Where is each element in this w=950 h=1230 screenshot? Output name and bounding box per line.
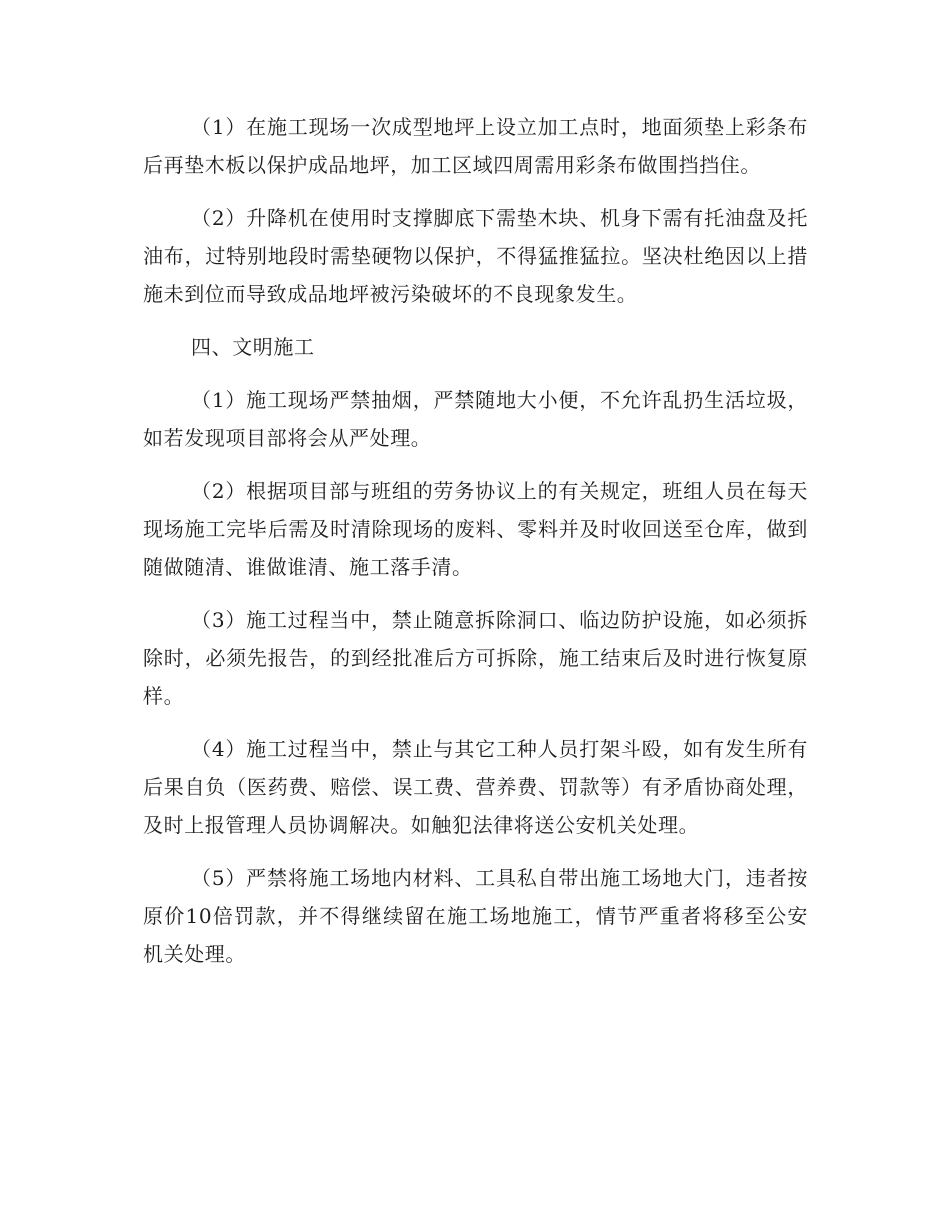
section-heading-civilized-construction: 四、文明施工 [191,335,315,359]
document-page [143,108,808,988]
civilized-item-5: （5）严禁将施工场地内材料、工具私自带出施工场地大门，违者按原价10倍罚款，并不得继续留在施工场地施工，情节严重者将移至公安机关处理。 [143,866,808,966]
civilized-item-1: （1）施工现场严禁抽烟，严禁随地大小便，不允许乱扔生活垃圾，如若发现项目部将会从严处理。 [143,388,808,450]
civilized-item-4: （4）施工过程当中，禁止与其它工种人员打架斗殴，如有发生所有后果自负（医药费、赔偿、误工费、营养费、罚款等）有矛盾协商处理，及时上报管理人员协调解决。如触犯法律将送公安机关处理。 [143,737,808,837]
civilized-item-2: （2）根据项目部与班组的劳务协议上的有关规定，班组人员在每天现场施工完毕后需及时清除现场的废料、零料并及时收回送至仓库，做到随做随清、谁做谁清、施工落手清。 [143,479,808,579]
civilized-item-3: （3）施工过程当中，禁止随意拆除洞口、临边防护设施，如必须拆除时，必须先报告，的到经批准后方可拆除，施工结束后及时进行恢复原样。 [143,608,808,708]
protection-item-1: （1）在施工现场一次成型地坪上设立加工点时，地面须垫上彩条布后再垫木板以保护成品地坪，加工区域四周需用彩条布做围挡挡住。 [143,115,808,177]
protection-item-2: （2）升降机在使用时支撑脚底下需垫木块、机身下需有托油盘及托油布，过特别地段时需垫硬物以保护，不得猛推猛拉。坚决杜绝因以上措施未到位而导致成品地坪被污染破坏的不良现象发生。 [143,206,808,306]
